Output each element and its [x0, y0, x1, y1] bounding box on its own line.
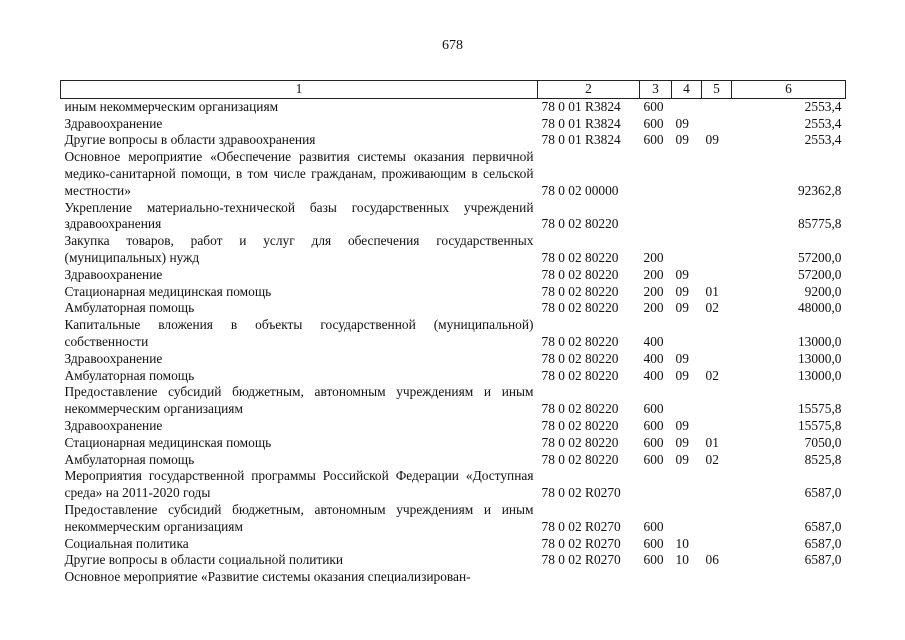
row-name: Амбулаторная помощь — [64, 367, 195, 383]
row-col-3: 600 — [643, 518, 664, 534]
row-code — [538, 569, 640, 586]
row-name: Основное мероприятие «Развитие системы оказания специализирован- — [64, 569, 471, 585]
row-code: 78 0 02 80220 — [541, 417, 619, 433]
row-col-3: 400 — [643, 333, 664, 349]
row-name: Социальная политика — [64, 535, 189, 551]
row-col-3: 400 — [643, 350, 664, 366]
row-amount: 13000,0 — [797, 333, 842, 349]
table-header-row — [61, 81, 846, 99]
row-col-5 — [702, 267, 732, 284]
row-col-5 — [702, 317, 732, 351]
row-amount: 57200,0 — [797, 266, 842, 282]
row-name: Здравоохранение — [64, 266, 163, 282]
row-code: 78 0 02 80220 — [541, 451, 619, 467]
column-header-2: 2 — [538, 81, 640, 99]
row-col-4: 09 — [675, 132, 689, 148]
row-amount: 8525,8 — [804, 451, 842, 467]
row-amount: 9200,0 — [804, 283, 842, 299]
row-col-4: 09 — [675, 300, 689, 316]
row-col-3 — [640, 569, 672, 586]
row-name: Амбулаторная помощь — [64, 300, 195, 316]
row-col-5 — [702, 351, 732, 368]
row-col-5: 01 — [705, 434, 719, 450]
row-col-3: 200 — [643, 249, 664, 265]
row-name: иным некоммерческим организациям — [64, 98, 279, 114]
page-number: 678 — [442, 38, 463, 53]
row-amount: 48000,0 — [797, 300, 842, 316]
table-row — [61, 468, 846, 502]
row-code: 78 0 01 R3824 — [541, 132, 621, 148]
row-code: 78 0 02 80220 — [541, 333, 619, 349]
row-col-5 — [702, 384, 732, 418]
row-col-4: 09 — [675, 350, 689, 366]
column-header-3: 3 — [640, 81, 672, 99]
row-col-4: 10 — [675, 535, 689, 551]
row-name: Предоставление субсидий бюджетным, автономным учреждениям и иным некоммерческим организациям — [64, 501, 534, 534]
row-col-5 — [702, 149, 732, 199]
row-amount: 2553,4 — [804, 115, 842, 131]
column-header-1: 1 — [61, 81, 538, 99]
row-col-3: 600 — [643, 451, 664, 467]
table-row — [61, 418, 846, 435]
table-row — [61, 98, 846, 115]
row-col-5 — [702, 468, 732, 502]
row-col-4 — [672, 384, 702, 418]
row-amount: 15575,8 — [797, 417, 842, 433]
row-code: 78 0 02 80220 — [541, 300, 619, 316]
row-amount: 57200,0 — [797, 249, 842, 265]
row-col-3: 200 — [643, 266, 664, 282]
row-col-5 — [702, 233, 732, 267]
table-row — [61, 317, 846, 351]
row-amount — [732, 569, 846, 586]
table-row — [61, 384, 846, 418]
row-code: 78 0 02 80220 — [541, 350, 619, 366]
row-col-3: 600 — [643, 98, 664, 114]
row-col-5 — [702, 536, 732, 553]
row-col-3: 600 — [643, 417, 664, 433]
row-amount: 6587,0 — [804, 535, 842, 551]
row-col-5: 09 — [705, 132, 719, 148]
row-code: 78 0 01 R3824 — [541, 115, 621, 131]
table-row — [61, 284, 846, 301]
row-amount: 7050,0 — [804, 434, 842, 450]
row-col-4 — [672, 468, 702, 502]
row-col-4 — [672, 502, 702, 536]
table-row — [61, 200, 846, 234]
column-header-5: 5 — [702, 81, 732, 99]
row-col-4: 09 — [675, 451, 689, 467]
table-row — [61, 351, 846, 368]
row-col-3 — [640, 149, 672, 199]
row-amount: 92362,8 — [797, 182, 842, 198]
table-row — [61, 267, 846, 284]
row-col-5: 02 — [705, 367, 719, 383]
row-code: 78 0 02 80220 — [541, 216, 619, 232]
row-col-5: 02 — [705, 300, 719, 316]
row-code: 78 0 02 80220 — [541, 367, 619, 383]
row-col-5 — [702, 569, 732, 586]
row-code: 78 0 02 00000 — [541, 182, 619, 198]
row-name: Предоставление субсидий бюджетным, автономным учреждениям и иным некоммерческим организациям — [64, 384, 534, 417]
row-name: Капитальные вложения в объекты государственной (муниципальной) собственности — [64, 317, 534, 349]
row-col-4: 09 — [675, 266, 689, 282]
table-row — [61, 233, 846, 267]
row-col-3: 400 — [643, 367, 664, 383]
row-name: Здравоохранение — [64, 417, 163, 433]
row-amount: 85775,8 — [797, 216, 842, 232]
row-amount: 6587,0 — [804, 552, 842, 568]
row-col-4 — [672, 233, 702, 267]
row-name: Основное мероприятие «Обеспечение развития системы оказания первичной медико-санитарной помощи, в том числе гражданам, проживающим в сельской местности» — [64, 149, 534, 198]
row-code: 78 0 02 80220 — [541, 266, 619, 282]
budget-table — [60, 80, 846, 586]
row-col-3: 600 — [643, 552, 664, 568]
row-code: 78 0 02 80220 — [541, 434, 619, 450]
row-col-5 — [702, 502, 732, 536]
row-name: Амбулаторная помощь — [64, 451, 195, 467]
row-col-4 — [672, 149, 702, 199]
row-name: Укрепление материально-технической базы государственных учреждений здравоохранения — [64, 199, 534, 232]
row-col-4 — [672, 200, 702, 234]
row-col-5 — [702, 200, 732, 234]
table-row — [61, 552, 846, 569]
row-name: Здравоохранение — [64, 115, 163, 131]
row-col-3 — [640, 200, 672, 234]
row-name: Стационарная медицинская помощь — [64, 434, 272, 450]
column-header-6: 6 — [732, 81, 846, 99]
table-row — [61, 452, 846, 469]
row-code: 78 0 02 R0270 — [541, 552, 621, 568]
row-amount: 6587,0 — [804, 518, 842, 534]
row-col-4: 09 — [675, 283, 689, 299]
row-code: 78 0 02 80220 — [541, 283, 619, 299]
table-row — [61, 132, 846, 149]
row-col-5: 02 — [705, 451, 719, 467]
row-col-3: 600 — [643, 434, 664, 450]
row-col-5 — [702, 116, 732, 133]
row-col-4: 09 — [675, 367, 689, 383]
row-col-3 — [640, 468, 672, 502]
row-code: 78 0 01 R3824 — [541, 98, 621, 114]
table-row — [61, 368, 846, 385]
row-col-4: 09 — [675, 115, 689, 131]
row-amount: 13000,0 — [797, 367, 842, 383]
row-name: Стационарная медицинская помощь — [64, 283, 272, 299]
table-body — [61, 98, 846, 586]
row-col-5: 01 — [705, 283, 719, 299]
table-row — [61, 149, 846, 199]
table-row — [61, 435, 846, 452]
row-col-3: 600 — [643, 535, 664, 551]
row-col-4 — [672, 98, 702, 115]
row-name: Другие вопросы в области социальной политики — [64, 552, 344, 568]
row-col-4 — [672, 569, 702, 586]
row-name: Другие вопросы в области здравоохранения — [64, 132, 316, 148]
row-col-3: 200 — [643, 283, 664, 299]
table-row — [61, 536, 846, 553]
row-name: Здравоохранение — [64, 350, 163, 366]
table-row — [61, 116, 846, 133]
row-col-4: 10 — [675, 552, 689, 568]
row-col-4: 09 — [675, 417, 689, 433]
row-col-4 — [672, 317, 702, 351]
row-code: 78 0 02 80220 — [541, 401, 619, 417]
row-code: 78 0 02 R0270 — [541, 485, 621, 501]
row-amount: 2553,4 — [804, 98, 842, 114]
row-amount: 13000,0 — [797, 350, 842, 366]
table-row — [61, 569, 846, 586]
row-col-3: 600 — [643, 401, 664, 417]
row-name: Закупка товаров, работ и услуг для обеспечения государственных (муниципальных) нужд — [64, 233, 534, 265]
row-col-5 — [702, 418, 732, 435]
row-col-3: 600 — [643, 115, 664, 131]
row-col-3: 600 — [643, 132, 664, 148]
row-code: 78 0 02 R0270 — [541, 535, 621, 551]
row-name: Мероприятия государственной программы Российской Федерации «Доступная среда» на 2011-2020 годы — [64, 468, 534, 501]
row-col-5 — [702, 98, 732, 115]
row-col-5: 06 — [705, 552, 719, 568]
column-header-4: 4 — [672, 81, 702, 99]
row-code: 78 0 02 R0270 — [541, 518, 621, 534]
row-col-3: 200 — [643, 300, 664, 316]
table-row — [61, 502, 846, 536]
row-col-4: 09 — [675, 434, 689, 450]
row-code: 78 0 02 80220 — [541, 249, 619, 265]
row-amount: 2553,4 — [804, 132, 842, 148]
table-row — [61, 300, 846, 317]
row-amount: 6587,0 — [804, 485, 842, 501]
row-amount: 15575,8 — [797, 401, 842, 417]
